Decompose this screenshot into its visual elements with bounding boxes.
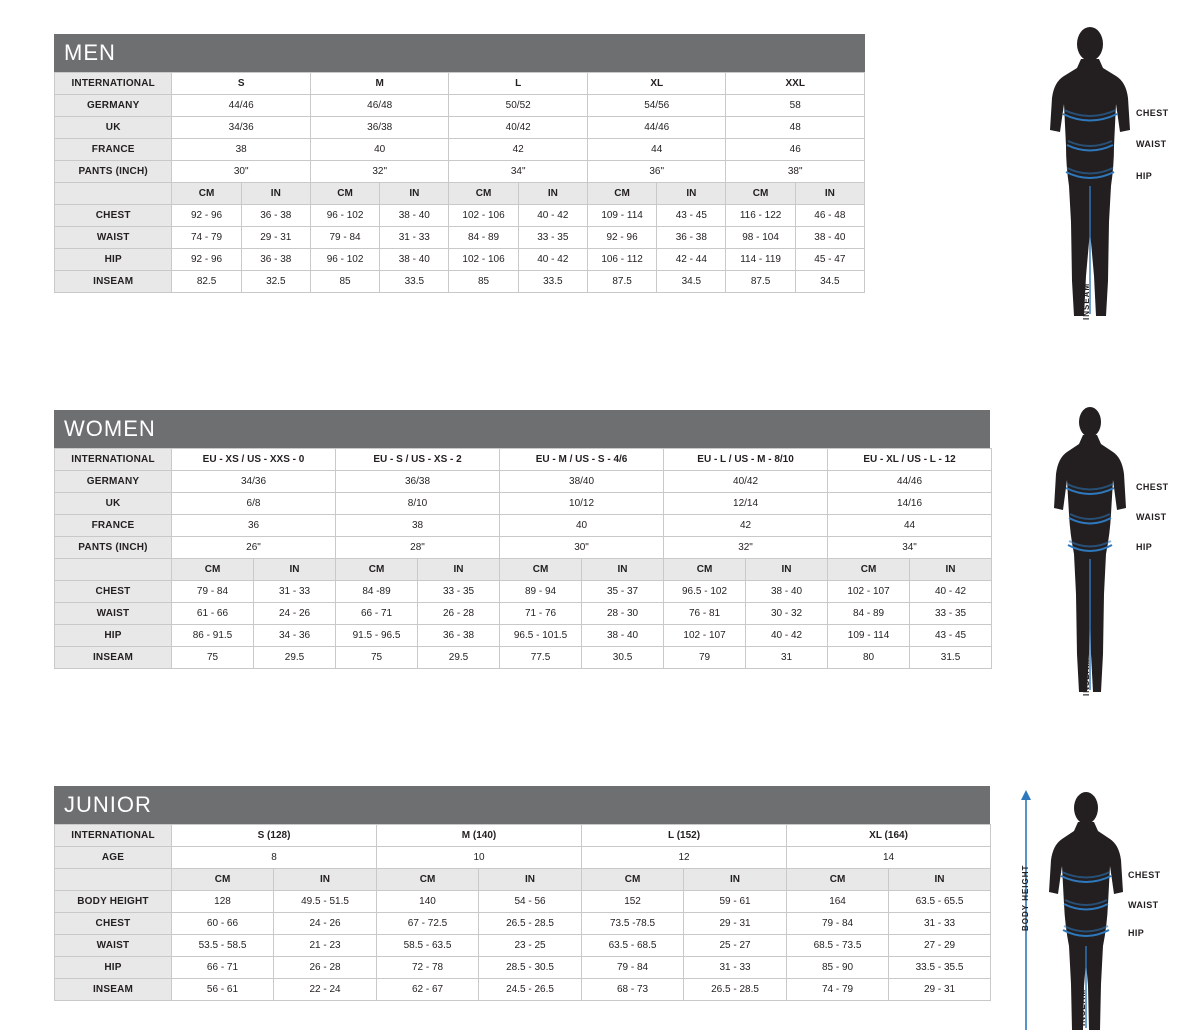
table-row (55, 449, 992, 471)
cell: 36 (172, 515, 336, 537)
table-row (55, 249, 865, 271)
row-label: INTERNATIONAL (55, 73, 172, 95)
unit-cell: IN (518, 183, 587, 205)
cell: 26.5 - 28.5 (684, 979, 787, 1001)
cell: 29 - 31 (241, 227, 310, 249)
cell: 62 - 67 (377, 979, 479, 1001)
cell: 40 - 42 (910, 581, 992, 603)
section-title-men: MEN (54, 34, 865, 72)
table-row (55, 117, 865, 139)
unit-cell: CM (500, 559, 582, 581)
cell: 85 - 90 (787, 957, 889, 979)
cell: 40 (310, 139, 449, 161)
cell: 23 - 25 (479, 935, 582, 957)
unit-cell: IN (241, 183, 310, 205)
unit-cell: IN (746, 559, 828, 581)
cell: 84 - 89 (828, 603, 910, 625)
cell: 77.5 (500, 647, 582, 669)
unit-cell: IN (254, 559, 336, 581)
unit-cell: IN (274, 869, 377, 891)
cell: 36 - 38 (241, 205, 310, 227)
table-row (55, 95, 865, 117)
figure-label-inseam: INSEAM (1082, 658, 1091, 696)
cell: 33.5 (518, 271, 587, 293)
cell: 40 (500, 515, 664, 537)
cell: 34.5 (795, 271, 864, 293)
cell: 30" (500, 537, 664, 559)
row-label: BODY HEIGHT (55, 891, 172, 913)
cell: 82.5 (172, 271, 241, 293)
size-header: EU - L / US - M - 8/10 (664, 449, 828, 471)
cell: 36 - 38 (241, 249, 310, 271)
cell: 34/36 (172, 471, 336, 493)
unit-cell: IN (657, 183, 726, 205)
cell: 61 - 66 (172, 603, 254, 625)
cell: 73.5 -78.5 (582, 913, 684, 935)
size-header: S (172, 73, 311, 95)
cell: 56 - 61 (172, 979, 274, 1001)
cell: 38 - 40 (795, 227, 864, 249)
cell: 63.5 - 65.5 (889, 891, 991, 913)
cell: 91.5 - 96.5 (336, 625, 418, 647)
unit-cell: IN (910, 559, 992, 581)
figure-junior (1018, 786, 1182, 1030)
cell: 102 - 107 (828, 581, 910, 603)
male-body-silhouette (1040, 26, 1140, 326)
cell: 40/42 (449, 117, 588, 139)
row-label: FRANCE (55, 515, 172, 537)
cell: 44/46 (587, 117, 726, 139)
table-row (55, 471, 992, 493)
cell: 46 - 48 (795, 205, 864, 227)
table-row (55, 847, 991, 869)
figure-label-chest: CHEST (1128, 870, 1161, 880)
cell: 32" (310, 161, 449, 183)
figure-label-body-height: BODY HEIGHT (1021, 864, 1030, 931)
table-row (55, 161, 865, 183)
cell: 66 - 71 (172, 957, 274, 979)
row-label: PANTS (INCH) (55, 161, 172, 183)
cell: 38" (726, 161, 865, 183)
section-junior (54, 786, 990, 1001)
cell: 27 - 29 (889, 935, 991, 957)
row-label: WAIST (55, 603, 172, 625)
cell: 75 (336, 647, 418, 669)
cell: 38/40 (500, 471, 664, 493)
cell: 67 - 72.5 (377, 913, 479, 935)
cell: 44/46 (828, 471, 992, 493)
unit-cell: CM (726, 183, 795, 205)
row-label: CHEST (55, 205, 172, 227)
cell: 68 - 73 (582, 979, 684, 1001)
cell: 38 - 40 (380, 205, 449, 227)
cell: 86 - 91.5 (172, 625, 254, 647)
size-header: EU - S / US - XS - 2 (336, 449, 500, 471)
size-header: XL (587, 73, 726, 95)
cell: 92 - 96 (172, 249, 241, 271)
cell: 30" (172, 161, 311, 183)
cell: 40 - 42 (518, 249, 587, 271)
cell: 54/56 (587, 95, 726, 117)
table-row (55, 825, 991, 847)
table-unit-row (55, 869, 991, 891)
unit-cell: CM (172, 869, 274, 891)
size-header: M (140) (377, 825, 582, 847)
cell: 40 - 42 (746, 625, 828, 647)
unit-cell: CM (310, 183, 379, 205)
row-label: INSEAM (55, 271, 172, 293)
cell: 8/10 (336, 493, 500, 515)
cell: 109 - 114 (587, 205, 656, 227)
figure-label-chest: CHEST (1136, 108, 1169, 118)
cell: 36 - 38 (657, 227, 726, 249)
cell: 38 - 40 (582, 625, 664, 647)
cell: 10/12 (500, 493, 664, 515)
figure-women (1040, 404, 1182, 704)
row-label: HIP (55, 625, 172, 647)
row-label: WAIST (55, 935, 172, 957)
cell: 14 (787, 847, 991, 869)
unit-cell: CM (377, 869, 479, 891)
cell: 128 (172, 891, 274, 913)
cell: 79 - 84 (172, 581, 254, 603)
cell: 32.5 (241, 271, 310, 293)
unit-cell: IN (479, 869, 582, 891)
cell: 40/42 (664, 471, 828, 493)
cell: 43 - 45 (657, 205, 726, 227)
table-row (55, 603, 992, 625)
figure-label-inseam: INSEAM (1082, 282, 1091, 320)
size-table-women (54, 448, 992, 669)
cell: 26" (172, 537, 336, 559)
row-label: WAIST (55, 227, 172, 249)
cell: 49.5 - 51.5 (274, 891, 377, 913)
figure-men (1040, 26, 1182, 326)
unit-cell: CM (587, 183, 656, 205)
cell: 26 - 28 (418, 603, 500, 625)
cell: 85 (310, 271, 379, 293)
unit-cell: CM (172, 559, 254, 581)
row-label-blank (55, 559, 172, 581)
cell: 29 - 31 (684, 913, 787, 935)
cell: 79 - 84 (582, 957, 684, 979)
row-label: AGE (55, 847, 172, 869)
row-label: INSEAM (55, 647, 172, 669)
cell: 48 (726, 117, 865, 139)
cell: 79 (664, 647, 746, 669)
unit-cell: IN (418, 559, 500, 581)
table-row (55, 625, 992, 647)
cell: 36/38 (336, 471, 500, 493)
cell: 58.5 - 63.5 (377, 935, 479, 957)
cell: 87.5 (587, 271, 656, 293)
unit-cell: IN (795, 183, 864, 205)
cell: 42 (449, 139, 588, 161)
cell: 26 - 28 (274, 957, 377, 979)
table-row (55, 537, 992, 559)
cell: 8 (172, 847, 377, 869)
cell: 60 - 66 (172, 913, 274, 935)
row-label: FRANCE (55, 139, 172, 161)
figure-label-inseam: INSEAM (1078, 988, 1087, 1026)
cell: 116 - 122 (726, 205, 795, 227)
cell: 53.5 - 58.5 (172, 935, 274, 957)
cell: 44 (587, 139, 726, 161)
cell: 59 - 61 (684, 891, 787, 913)
cell: 92 - 96 (587, 227, 656, 249)
cell: 42 - 44 (657, 249, 726, 271)
cell: 33 - 35 (518, 227, 587, 249)
table-row (55, 515, 992, 537)
cell: 96.5 - 101.5 (500, 625, 582, 647)
cell: 31 - 33 (254, 581, 336, 603)
size-header: EU - XS / US - XXS - 0 (172, 449, 336, 471)
cell: 35 - 37 (582, 581, 664, 603)
cell: 71 - 76 (500, 603, 582, 625)
cell: 76 - 81 (664, 603, 746, 625)
cell: 33.5 - 35.5 (889, 957, 991, 979)
cell: 84 -89 (336, 581, 418, 603)
cell: 74 - 79 (172, 227, 241, 249)
section-title-women: WOMEN (54, 410, 990, 448)
cell: 102 - 106 (449, 249, 518, 271)
size-header: EU - XL / US - L - 12 (828, 449, 992, 471)
cell: 43 - 45 (910, 625, 992, 647)
cell: 96 - 102 (310, 205, 379, 227)
cell: 152 (582, 891, 684, 913)
cell: 46 (726, 139, 865, 161)
figure-label-waist: WAIST (1136, 139, 1167, 149)
cell: 38 - 40 (380, 249, 449, 271)
size-table-men (54, 72, 865, 293)
cell: 106 - 112 (587, 249, 656, 271)
cell: 34/36 (172, 117, 311, 139)
cell: 26.5 - 28.5 (479, 913, 582, 935)
cell: 40 - 42 (518, 205, 587, 227)
cell: 38 (172, 139, 311, 161)
size-header: L (152) (582, 825, 787, 847)
cell: 31 - 33 (380, 227, 449, 249)
cell: 98 - 104 (726, 227, 795, 249)
size-header: XL (164) (787, 825, 991, 847)
cell: 36 - 38 (418, 625, 500, 647)
table-row (55, 581, 992, 603)
cell: 25 - 27 (684, 935, 787, 957)
cell: 46/48 (310, 95, 449, 117)
cell: 12/14 (664, 493, 828, 515)
cell: 75 (172, 647, 254, 669)
cell: 84 - 89 (449, 227, 518, 249)
cell: 21 - 23 (274, 935, 377, 957)
row-label: INTERNATIONAL (55, 825, 172, 847)
table-row (55, 647, 992, 669)
row-label: GERMANY (55, 95, 172, 117)
cell: 36" (587, 161, 726, 183)
cell: 68.5 - 73.5 (787, 935, 889, 957)
size-table-junior (54, 824, 991, 1001)
cell: 28" (336, 537, 500, 559)
unit-cell: CM (172, 183, 241, 205)
cell: 63.5 - 68.5 (582, 935, 684, 957)
unit-cell: CM (787, 869, 889, 891)
cell: 22 - 24 (274, 979, 377, 1001)
table-row (55, 979, 991, 1001)
cell: 38 (336, 515, 500, 537)
size-header: L (449, 73, 588, 95)
cell: 33.5 (380, 271, 449, 293)
row-label: UK (55, 493, 172, 515)
cell: 50/52 (449, 95, 588, 117)
table-row (55, 139, 865, 161)
cell: 85 (449, 271, 518, 293)
table-unit-row (55, 559, 992, 581)
row-label: CHEST (55, 581, 172, 603)
figure-label-waist: WAIST (1128, 900, 1159, 910)
figure-label-hip: HIP (1128, 928, 1145, 938)
cell: 66 - 71 (336, 603, 418, 625)
cell: 30 - 32 (746, 603, 828, 625)
table-row (55, 891, 991, 913)
unit-cell: IN (889, 869, 991, 891)
cell: 34.5 (657, 271, 726, 293)
table-row (55, 271, 865, 293)
cell: 72 - 78 (377, 957, 479, 979)
cell: 12 (582, 847, 787, 869)
cell: 114 - 119 (726, 249, 795, 271)
row-label: CHEST (55, 913, 172, 935)
table-row (55, 957, 991, 979)
cell: 44/46 (172, 95, 311, 117)
size-header: S (128) (172, 825, 377, 847)
row-label: PANTS (INCH) (55, 537, 172, 559)
row-label-blank (55, 869, 172, 891)
row-label: GERMANY (55, 471, 172, 493)
figure-label-waist: WAIST (1136, 512, 1167, 522)
cell: 24 - 26 (274, 913, 377, 935)
cell: 29.5 (254, 647, 336, 669)
row-label: INTERNATIONAL (55, 449, 172, 471)
section-men (54, 34, 865, 293)
unit-cell: CM (828, 559, 910, 581)
cell: 31.5 (910, 647, 992, 669)
cell: 54 - 56 (479, 891, 582, 913)
cell: 28 - 30 (582, 603, 664, 625)
unit-cell: CM (449, 183, 518, 205)
section-title-junior: JUNIOR (54, 786, 990, 824)
figure-label-chest: CHEST (1136, 482, 1169, 492)
row-label: INSEAM (55, 979, 172, 1001)
cell: 10 (377, 847, 582, 869)
cell: 14/16 (828, 493, 992, 515)
unit-cell: IN (582, 559, 664, 581)
size-header: EU - M / US - S - 4/6 (500, 449, 664, 471)
cell: 31 - 33 (684, 957, 787, 979)
cell: 42 (664, 515, 828, 537)
size-header: XXL (726, 73, 865, 95)
cell: 79 - 84 (310, 227, 379, 249)
cell: 29.5 (418, 647, 500, 669)
row-label: HIP (55, 957, 172, 979)
section-women (54, 410, 990, 669)
unit-cell: CM (582, 869, 684, 891)
cell: 79 - 84 (787, 913, 889, 935)
table-row (55, 205, 865, 227)
cell: 38 - 40 (746, 581, 828, 603)
cell: 102 - 106 (449, 205, 518, 227)
cell: 164 (787, 891, 889, 913)
cell: 31 - 33 (889, 913, 991, 935)
unit-cell: CM (664, 559, 746, 581)
cell: 44 (828, 515, 992, 537)
unit-cell: IN (684, 869, 787, 891)
cell: 30.5 (582, 647, 664, 669)
row-label: UK (55, 117, 172, 139)
cell: 74 - 79 (787, 979, 889, 1001)
cell: 80 (828, 647, 910, 669)
table-unit-row (55, 183, 865, 205)
cell: 32" (664, 537, 828, 559)
cell: 24 - 26 (254, 603, 336, 625)
size-header: M (310, 73, 449, 95)
unit-cell: IN (380, 183, 449, 205)
table-row (55, 493, 992, 515)
cell: 28.5 - 30.5 (479, 957, 582, 979)
cell: 33 - 35 (910, 603, 992, 625)
cell: 36/38 (310, 117, 449, 139)
cell: 31 (746, 647, 828, 669)
row-label: HIP (55, 249, 172, 271)
cell: 45 - 47 (795, 249, 864, 271)
cell: 6/8 (172, 493, 336, 515)
table-row (55, 227, 865, 249)
cell: 34" (828, 537, 992, 559)
cell: 58 (726, 95, 865, 117)
cell: 33 - 35 (418, 581, 500, 603)
cell: 34 - 36 (254, 625, 336, 647)
table-row (55, 73, 865, 95)
unit-cell: CM (336, 559, 418, 581)
cell: 102 - 107 (664, 625, 746, 647)
cell: 92 - 96 (172, 205, 241, 227)
table-row (55, 913, 991, 935)
cell: 24.5 - 26.5 (479, 979, 582, 1001)
cell: 109 - 114 (828, 625, 910, 647)
row-label-blank (55, 183, 172, 205)
cell: 140 (377, 891, 479, 913)
figure-label-hip: HIP (1136, 171, 1153, 181)
cell: 29 - 31 (889, 979, 991, 1001)
cell: 34" (449, 161, 588, 183)
cell: 89 - 94 (500, 581, 582, 603)
cell: 96.5 - 102 (664, 581, 746, 603)
table-row (55, 935, 991, 957)
cell: 87.5 (726, 271, 795, 293)
figure-label-hip: HIP (1136, 542, 1153, 552)
cell: 96 - 102 (310, 249, 379, 271)
